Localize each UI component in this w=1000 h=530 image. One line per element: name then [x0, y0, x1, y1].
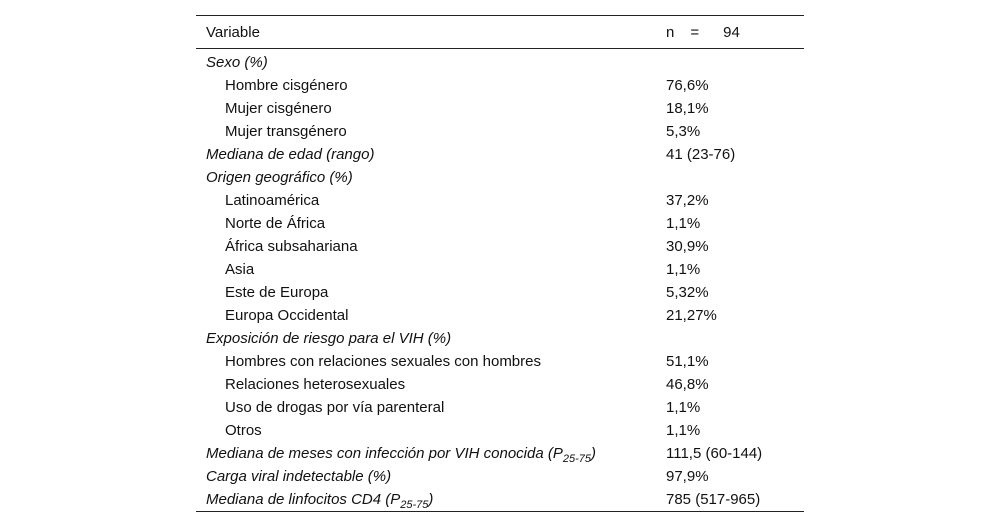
header-equals: = — [690, 24, 700, 41]
row-value: 51,1% — [666, 353, 709, 370]
table-row — [196, 327, 804, 350]
row-label — [225, 373, 405, 396]
row-value: 76,6% — [666, 77, 709, 94]
row-value: 1,1% — [666, 215, 701, 232]
row-label-text: Asia — [225, 261, 255, 278]
row-label-text: Exposición de riesgo para el VIH (%) — [206, 330, 452, 347]
row-label-text: África subsahariana — [225, 238, 358, 255]
row-value: 5,3% — [666, 123, 701, 140]
row-label-suffix: ) — [591, 445, 596, 462]
header-n-value: 94 — [723, 24, 740, 41]
row-label-text: Origen geográfico (%) — [206, 169, 353, 186]
row-value: 46,8% — [666, 376, 709, 393]
row-label — [206, 166, 353, 189]
row-label-text: Sexo (%) — [206, 54, 268, 71]
row-label-text: Mediana de edad (rango) — [206, 146, 375, 163]
table-row — [196, 281, 804, 304]
row-label-text: Relaciones heterosexuales — [225, 376, 406, 393]
row-value: 1,1% — [666, 261, 701, 278]
row-label — [206, 327, 451, 350]
row-label — [225, 235, 358, 258]
row-label — [225, 396, 444, 419]
row-label-text: Norte de África — [225, 215, 326, 232]
row-value: 18,1% — [666, 100, 709, 117]
row-label-text: Mediana de linfocitos CD4 (P — [206, 491, 401, 508]
row-label — [206, 51, 268, 74]
table-row — [196, 189, 804, 212]
table-row — [196, 97, 804, 120]
table-row — [196, 120, 804, 143]
table-row — [196, 51, 804, 74]
table-row — [196, 419, 804, 442]
table-row — [196, 442, 804, 465]
row-value: 1,1% — [666, 422, 701, 439]
row-label — [225, 212, 325, 235]
header-n-label: n — [666, 24, 675, 41]
row-label — [225, 97, 332, 120]
row-value: 30,9% — [666, 238, 709, 255]
row-label-subscript: 25-75 — [400, 499, 429, 511]
table-row — [196, 396, 804, 419]
table-row — [196, 350, 804, 373]
row-label-text: Hombres con relaciones sexuales con hombres — [225, 353, 541, 370]
table-row — [196, 465, 804, 488]
row-label — [225, 419, 262, 442]
row-value: 5,32% — [666, 284, 709, 301]
row-label-text: Mujer cisgénero — [225, 100, 332, 117]
row-value: 111,5 (60-144) — [666, 445, 763, 462]
row-value: 1,1% — [666, 399, 701, 416]
row-label — [225, 304, 348, 327]
table-row — [196, 235, 804, 258]
table-row — [196, 488, 804, 511]
data-table — [196, 15, 804, 512]
row-label-text: Uso de drogas por vía parenteral — [225, 399, 445, 416]
row-label — [225, 74, 348, 97]
row-label-text: Este de Europa — [225, 284, 329, 301]
row-label-text: Mediana de meses con infección por VIH conocida (P — [206, 445, 563, 462]
table-body — [196, 49, 804, 511]
row-value: 97,9% — [666, 468, 709, 485]
row-label — [225, 350, 541, 373]
row-label — [206, 143, 374, 166]
table-header — [196, 16, 804, 49]
table-row — [196, 373, 804, 396]
header-variable: Variable — [206, 24, 260, 41]
row-label-text: Latinoamérica — [225, 192, 320, 209]
row-value: 21,27% — [666, 307, 717, 324]
table-row — [196, 74, 804, 97]
table-row — [196, 258, 804, 281]
row-label-text: Europa Occidental — [225, 307, 349, 324]
row-value: 41 (23-76) — [666, 146, 736, 163]
row-label-text: Hombre cisgénero — [225, 77, 348, 94]
row-label-text: Carga viral indetectable (%) — [206, 468, 392, 485]
row-label — [206, 488, 433, 511]
table-row — [196, 143, 804, 166]
header-n — [666, 24, 740, 41]
row-value: 785 (517-965) — [666, 491, 761, 508]
row-label — [206, 465, 391, 488]
row-label-text: Mujer transgénero — [225, 123, 347, 140]
row-label — [206, 442, 596, 465]
row-label — [225, 189, 319, 212]
table-row — [196, 166, 804, 189]
table-row — [196, 304, 804, 327]
row-value: 37,2% — [666, 192, 709, 209]
row-label-text: Otros — [225, 422, 262, 439]
row-label-subscript: 25-75 — [562, 453, 591, 465]
row-label — [225, 258, 254, 281]
row-label-suffix: ) — [428, 491, 434, 508]
row-label — [225, 120, 347, 143]
table-row — [196, 212, 804, 235]
row-label — [225, 281, 328, 304]
